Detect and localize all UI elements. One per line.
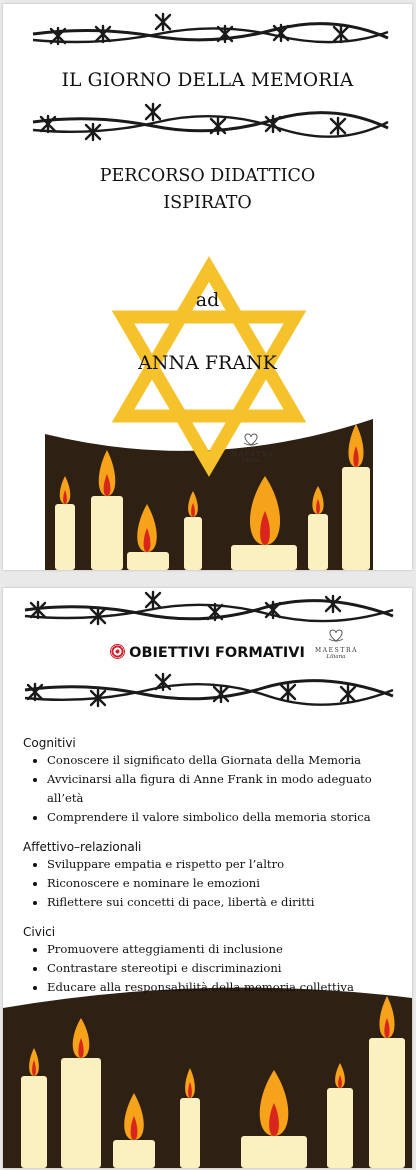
list-item: • Contrastare stereotipi e discriminazioni bbox=[47, 959, 403, 978]
section-title-civici: Civici bbox=[23, 925, 56, 939]
objectives-heading-text: OBIETTIVI FORMATIVI bbox=[129, 645, 305, 661]
cover-page bbox=[3, 4, 412, 570]
maestra-logo bbox=[231, 432, 275, 464]
list-item: • Conoscere il significato della Giornata della Memoria bbox=[47, 751, 403, 770]
preposition-ad: ad bbox=[195, 289, 220, 311]
list-item: • Avvicinarsi alla figura di Anne Frank in modo adeguato all’età bbox=[47, 770, 403, 808]
subtitle bbox=[3, 163, 412, 217]
page-title: IL GIORNO DELLA MEMORIA bbox=[61, 70, 354, 91]
subtitle-line-2: ISPIRATO bbox=[163, 193, 252, 213]
section-title-cognitivi: Cognitivi bbox=[23, 736, 76, 750]
list-item: • Riflettere sui concetti di pace, libertà e diritti bbox=[47, 893, 403, 912]
objectives-page bbox=[3, 588, 412, 1168]
name-anna-frank: ANNA FRANK bbox=[138, 352, 277, 374]
target-icon bbox=[110, 644, 125, 659]
logo-sub-text: Liliana bbox=[241, 458, 261, 464]
list-item: • Sviluppare empatia e rispetto per l’altro bbox=[47, 855, 403, 874]
logo-brand-text: MAESTRA bbox=[231, 451, 275, 458]
objectives-content bbox=[23, 736, 403, 1010]
subtitle-line-1: PERCORSO DIDATTICO bbox=[99, 166, 316, 186]
heart-book-icon bbox=[241, 433, 261, 447]
list-item: • Comprendere il valore simbolico della memoria storica bbox=[47, 808, 403, 827]
list-item: • Educare alla responsabilità della memoria collettiva bbox=[47, 978, 403, 997]
section-title-affettivo: Affettivo–relazionali bbox=[23, 840, 142, 854]
maestra-logo bbox=[315, 628, 357, 660]
heart-book-icon bbox=[326, 629, 346, 643]
list-affettivo bbox=[23, 855, 403, 912]
list-item: • Riconoscere e nominare le emozioni bbox=[47, 874, 403, 893]
list-civici bbox=[23, 940, 403, 997]
logo-brand-text: MAESTRA bbox=[315, 647, 359, 654]
logo-sub-text: Liliana bbox=[326, 654, 346, 660]
list-cognitivi bbox=[23, 751, 403, 827]
list-item: • Promuovere atteggiamenti di inclusione bbox=[47, 940, 403, 959]
